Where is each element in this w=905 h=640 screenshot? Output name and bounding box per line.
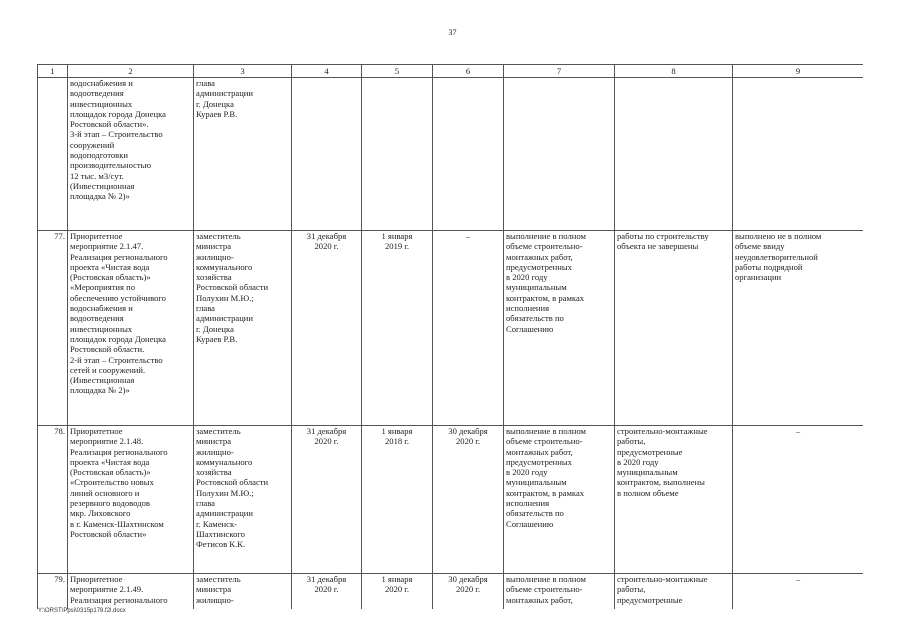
problems-description: – (733, 426, 864, 574)
event-name: Приоритетное мероприятие 2.1.47. Реализация регионального проекта «Чистая вода (Ростовская область)» «Мероприятия по обеспечению устойчивого водоснабжения и водоотведения инвестиционных площадок города Донецка Ростовской области. 2-й этап – Строительство сетей и сооружений. (Инвестиционная площадка № 2)» (68, 231, 194, 426)
responsible-person: заместитель министра жилищно- коммунального хозяйства Ростовской области Полухин М.Ю.; глава администрации г. Каменск- Шахтинского Фетисов К.К. (194, 426, 292, 574)
planned-result: выполнение в полном объеме строительно- монтажных работ, предусмотренных в 2020 году муниципальным контрактом, в рамках исполнения обязательств по Соглашению (504, 231, 615, 426)
actual-start-date: 1 января 2019 г. (362, 231, 433, 426)
problems-description (733, 78, 864, 231)
actual-end-date: – (433, 231, 504, 426)
responsible-person: заместитель министра жилищно- (194, 574, 292, 610)
actual-end-date: 30 декабря 2020 г. (433, 574, 504, 610)
header-row (38, 65, 864, 78)
row-number: 77. (38, 231, 68, 426)
header-cell-3: 3 (194, 65, 292, 78)
header-cell-6: 6 (433, 65, 504, 78)
event-name: водоснабжения и водоотведения инвестиционных площадок города Донецка Ростовской области». 3-й этап – Строительство сооружений водоподготовки производительностью 12 тыс. м3/сут. (Инвестиционная площадка № 2)» (68, 78, 194, 231)
problems-description: выполнено не в полном объеме ввиду неудовлетворительной работы подрядной организации (733, 231, 864, 426)
header-cell-2: 2 (68, 65, 194, 78)
responsible-person: заместитель министра жилищно- коммунального хозяйства Ростовской области Полухин М.Ю.; глава администрации г. Донецка Кураев Р.В. (194, 231, 292, 426)
achieved-result (615, 78, 733, 231)
row-number: 79. (38, 574, 68, 610)
actual-start-date: 1 января 2020 г. (362, 574, 433, 610)
header-cell-5: 5 (362, 65, 433, 78)
actual-end-date (433, 78, 504, 231)
actual-start-date (362, 78, 433, 231)
header-cell-8: 8 (615, 65, 733, 78)
planned-end-date: 31 декабря 2020 г. (292, 231, 362, 426)
page-number: 37 (448, 28, 457, 37)
planned-end-date (292, 78, 362, 231)
planned-result (504, 78, 615, 231)
actual-start-date: 1 января 2018 г. (362, 426, 433, 574)
report-table-container (37, 64, 863, 609)
footer-file-path: Y:\ORST\Ppsi\0315p178.f2l.docx (38, 608, 126, 614)
header-cell-7: 7 (504, 65, 615, 78)
planned-end-date: 31 декабря 2020 г. (292, 574, 362, 610)
planned-result: выполнение в полном объеме строительно- монтажных работ, (504, 574, 615, 610)
actual-end-date: 30 декабря 2020 г. (433, 426, 504, 574)
header-cell-1: 1 (38, 65, 68, 78)
table-row (38, 426, 864, 574)
row-number (38, 78, 68, 231)
planned-end-date: 31 декабря 2020 г. (292, 426, 362, 574)
event-name: Приоритетное мероприятие 2.1.48. Реализация регионального проекта «Чистая вода (Ростовская область)» «Строительство новых линий основного и резервного водоводов мкр. Лиховского в г. Каменск-Шахтинском Ростовской области» (68, 426, 194, 574)
event-name: Приоритетное мероприятие 2.1.49. Реализация регионального (68, 574, 194, 610)
achieved-result: работы по строительству объекта не завершены (615, 231, 733, 426)
header-cell-4: 4 (292, 65, 362, 78)
table-row (38, 78, 864, 231)
header-cell-9: 9 (733, 65, 864, 78)
planned-result: выполнение в полном объеме строительно- монтажных работ, предусмотренных в 2020 году муниципальным контрактом, в рамках исполнения обязательств по Соглашению (504, 426, 615, 574)
responsible-person: глава администрации г. Донецка Кураев Р.В. (194, 78, 292, 231)
achieved-result: строительно-монтажные работы, предусмотренные в 2020 году муниципальным контрактом, выполнены в полном объеме (615, 426, 733, 574)
achieved-result: строительно-монтажные работы, предусмотренные (615, 574, 733, 610)
problems-description: – (733, 574, 864, 610)
row-number: 78. (38, 426, 68, 574)
table-row (38, 574, 864, 610)
table-row (38, 231, 864, 426)
report-table (37, 64, 863, 609)
